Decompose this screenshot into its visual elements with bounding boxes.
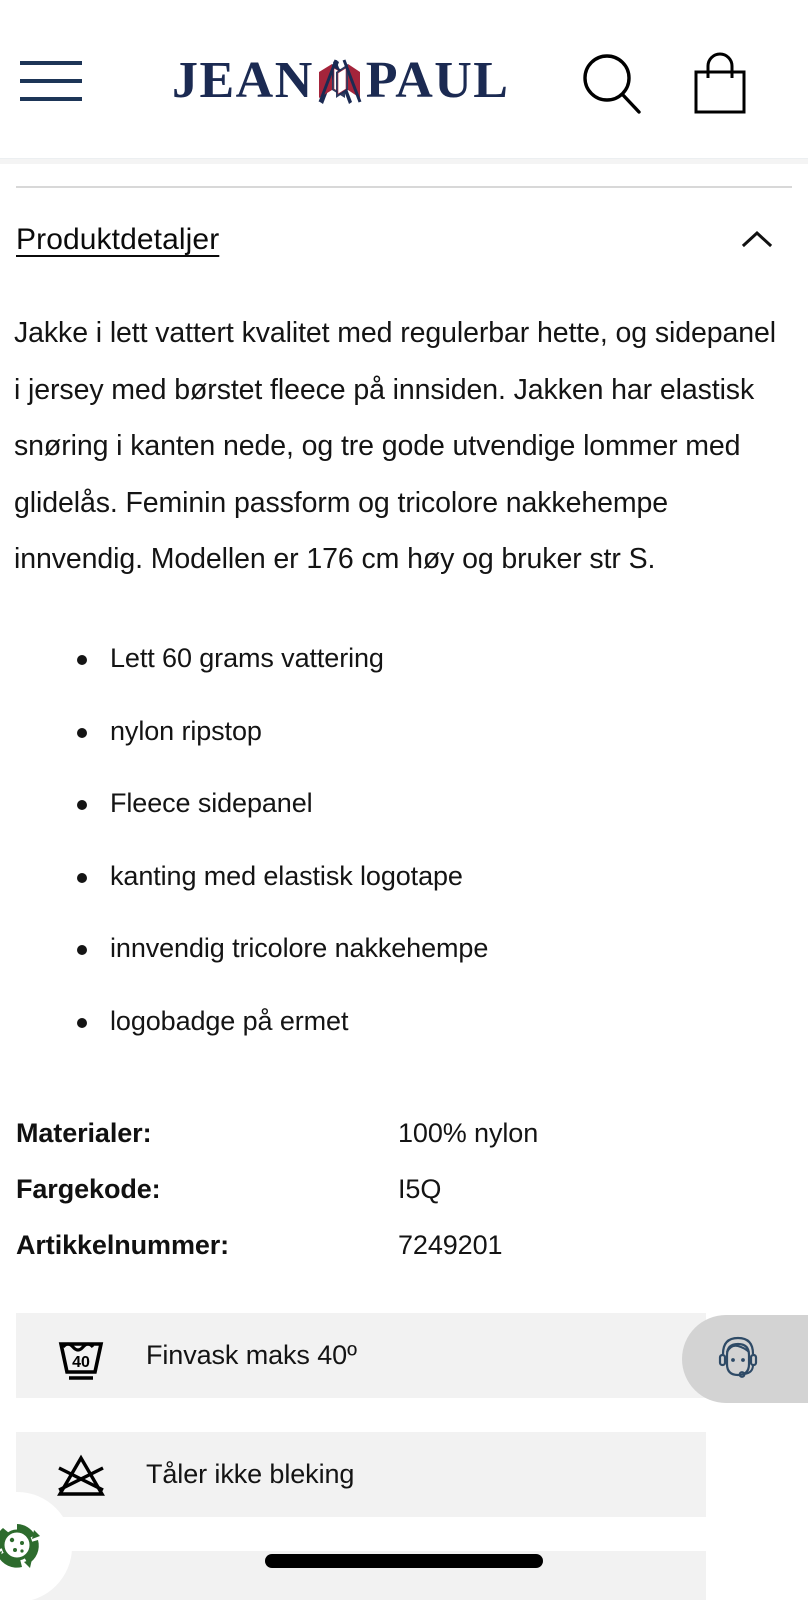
care-row-wash <box>16 1313 706 1398</box>
accordion-title: Produktdetaljer <box>16 223 220 256</box>
list-item: Fleece sidepanel <box>14 767 754 840</box>
brand-name-first: JEAN <box>172 52 314 109</box>
crossed-french-flags-icon <box>312 50 368 112</box>
hamburger-menu-icon[interactable] <box>20 58 82 104</box>
accordion-header-produktdetaljer[interactable] <box>16 212 792 268</box>
search-icon[interactable] <box>578 50 648 116</box>
spec-value-fargekode: I5Q <box>398 1174 442 1204</box>
chevron-up-icon[interactable] <box>734 217 780 263</box>
brand-logo[interactable] <box>172 48 510 114</box>
list-item: innvendig tricolore nakkehempe <box>14 912 754 985</box>
accordion-top-divider <box>16 186 792 188</box>
table-row <box>16 1230 656 1286</box>
product-description: Jakke i lett vattert kvalitet med regulerbar hette, og sidepanel i jersey med børstet fleece på innsiden. Jakken har elastisk snøring i kanten nede, og tre gode utvendige lommer med glidelås. Feminin passform og tricolore nakkehempe innvendig. Modellen er 176 cm høy og bruker str S. <box>14 317 776 575</box>
brand-name-second: PAUL <box>365 52 510 109</box>
table-row <box>16 1174 656 1230</box>
spec-label-artikkelnummer: Artikkelnummer: <box>16 1230 230 1260</box>
cookie-consent-icon <box>0 1506 56 1589</box>
care-row-bleach <box>16 1432 706 1517</box>
care-text-wash: Finvask maks 40º <box>146 1340 357 1370</box>
list-item: nylon ripstop <box>14 695 754 768</box>
spec-label-materialer: Materialer: <box>16 1118 152 1148</box>
care-text-bleach: Tåler ikke bleking <box>146 1459 355 1489</box>
header-bottom-divider <box>0 159 808 164</box>
svg-text:40: 40 <box>72 1353 90 1371</box>
list-item: kanting med elastisk logotape <box>14 840 754 913</box>
table-row <box>16 1118 656 1174</box>
customer-support-button[interactable] <box>682 1315 808 1403</box>
shopping-bag-icon[interactable] <box>688 50 752 116</box>
list-item: Lett 60 grams vattering <box>14 622 754 695</box>
spec-label-fargekode: Fargekode: <box>16 1174 161 1204</box>
list-item: logobadge på ermet <box>14 985 754 1058</box>
wash-tub-40-icon <box>52 1327 110 1385</box>
product-spec-table <box>16 1118 656 1286</box>
spec-value-artikkelnummer: 7249201 <box>398 1230 503 1260</box>
product-feature-list <box>14 622 754 1057</box>
no-bleach-triangle-icon <box>52 1446 110 1504</box>
home-indicator-bar <box>265 1554 543 1568</box>
hamburger-line <box>20 79 82 83</box>
hamburger-line <box>20 61 82 65</box>
customer-support-headset-icon <box>710 1328 766 1391</box>
site-header <box>0 0 808 159</box>
hamburger-line <box>20 97 82 101</box>
spec-value-materialer: 100% nylon <box>398 1118 539 1148</box>
